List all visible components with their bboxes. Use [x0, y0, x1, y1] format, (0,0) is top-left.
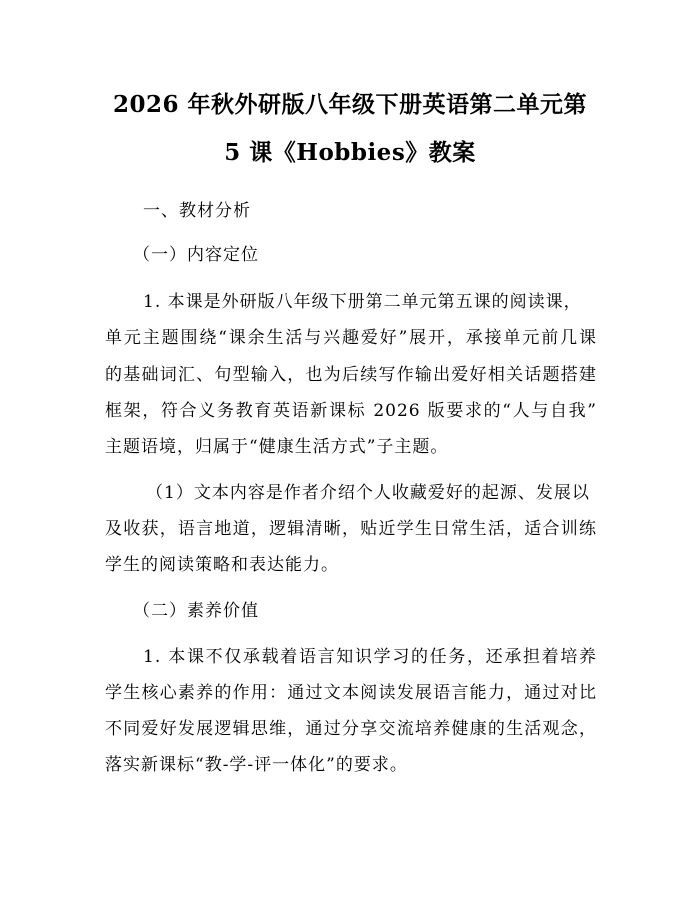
paragraph-3-line-2: 学生核心素养的作用：通过文本阅读发展语言能力，通过对比: [105, 683, 597, 703]
paragraph-2-line-3: 学生的阅读策略和表达能力。: [105, 555, 339, 575]
document-title-line-1: 2026 年秋外研版八年级下册英语第二单元第: [112, 91, 588, 118]
section-heading-textbook-analysis: 一、教材分析: [143, 201, 251, 221]
paragraph-3-line-1: 1. 本课不仅承载着语言知识学习的任务，还承担着培养: [143, 647, 597, 667]
document-title-line-2: 5 课《Hobbies》教案: [224, 139, 476, 166]
paragraph-3-line-3: 不同爱好发展逻辑思维，通过分享交流培养健康的生活观念，: [105, 719, 597, 739]
subsection-heading-content-positioning: （一）内容定位: [133, 245, 259, 265]
paragraph-2-line-1: （1）文本内容是作者介绍个人收藏爱好的起源、发展以: [146, 483, 590, 503]
paragraph-2-line-2: 及收获，语言地道，逻辑清晰，贴近学生日常生活，适合训练: [105, 519, 597, 539]
paragraph-3-line-4: 落实新课标“教-学-评一体化”的要求。: [105, 755, 408, 775]
paragraph-1-line-3: 的基础词汇、句型输入，也为后续写作输出爱好相关话题搭建: [105, 365, 597, 385]
paragraph-1-line-5: 主题语境，归属于“健康生活方式”子主题。: [105, 437, 449, 457]
subsection-heading-literacy-value: （二）素养价值: [133, 601, 259, 621]
paragraph-1-line-4: 框架，符合义务教育英语新课标 2026 版要求的“人与自我”: [105, 401, 597, 421]
paragraph-1-line-1: 1. 本课是外研版八年级下册第二单元第五课的阅读课，: [143, 292, 582, 312]
paragraph-1-line-2: 单元主题围绕“课余生活与兴趣爱好”展开，承接单元前几课: [105, 328, 597, 348]
